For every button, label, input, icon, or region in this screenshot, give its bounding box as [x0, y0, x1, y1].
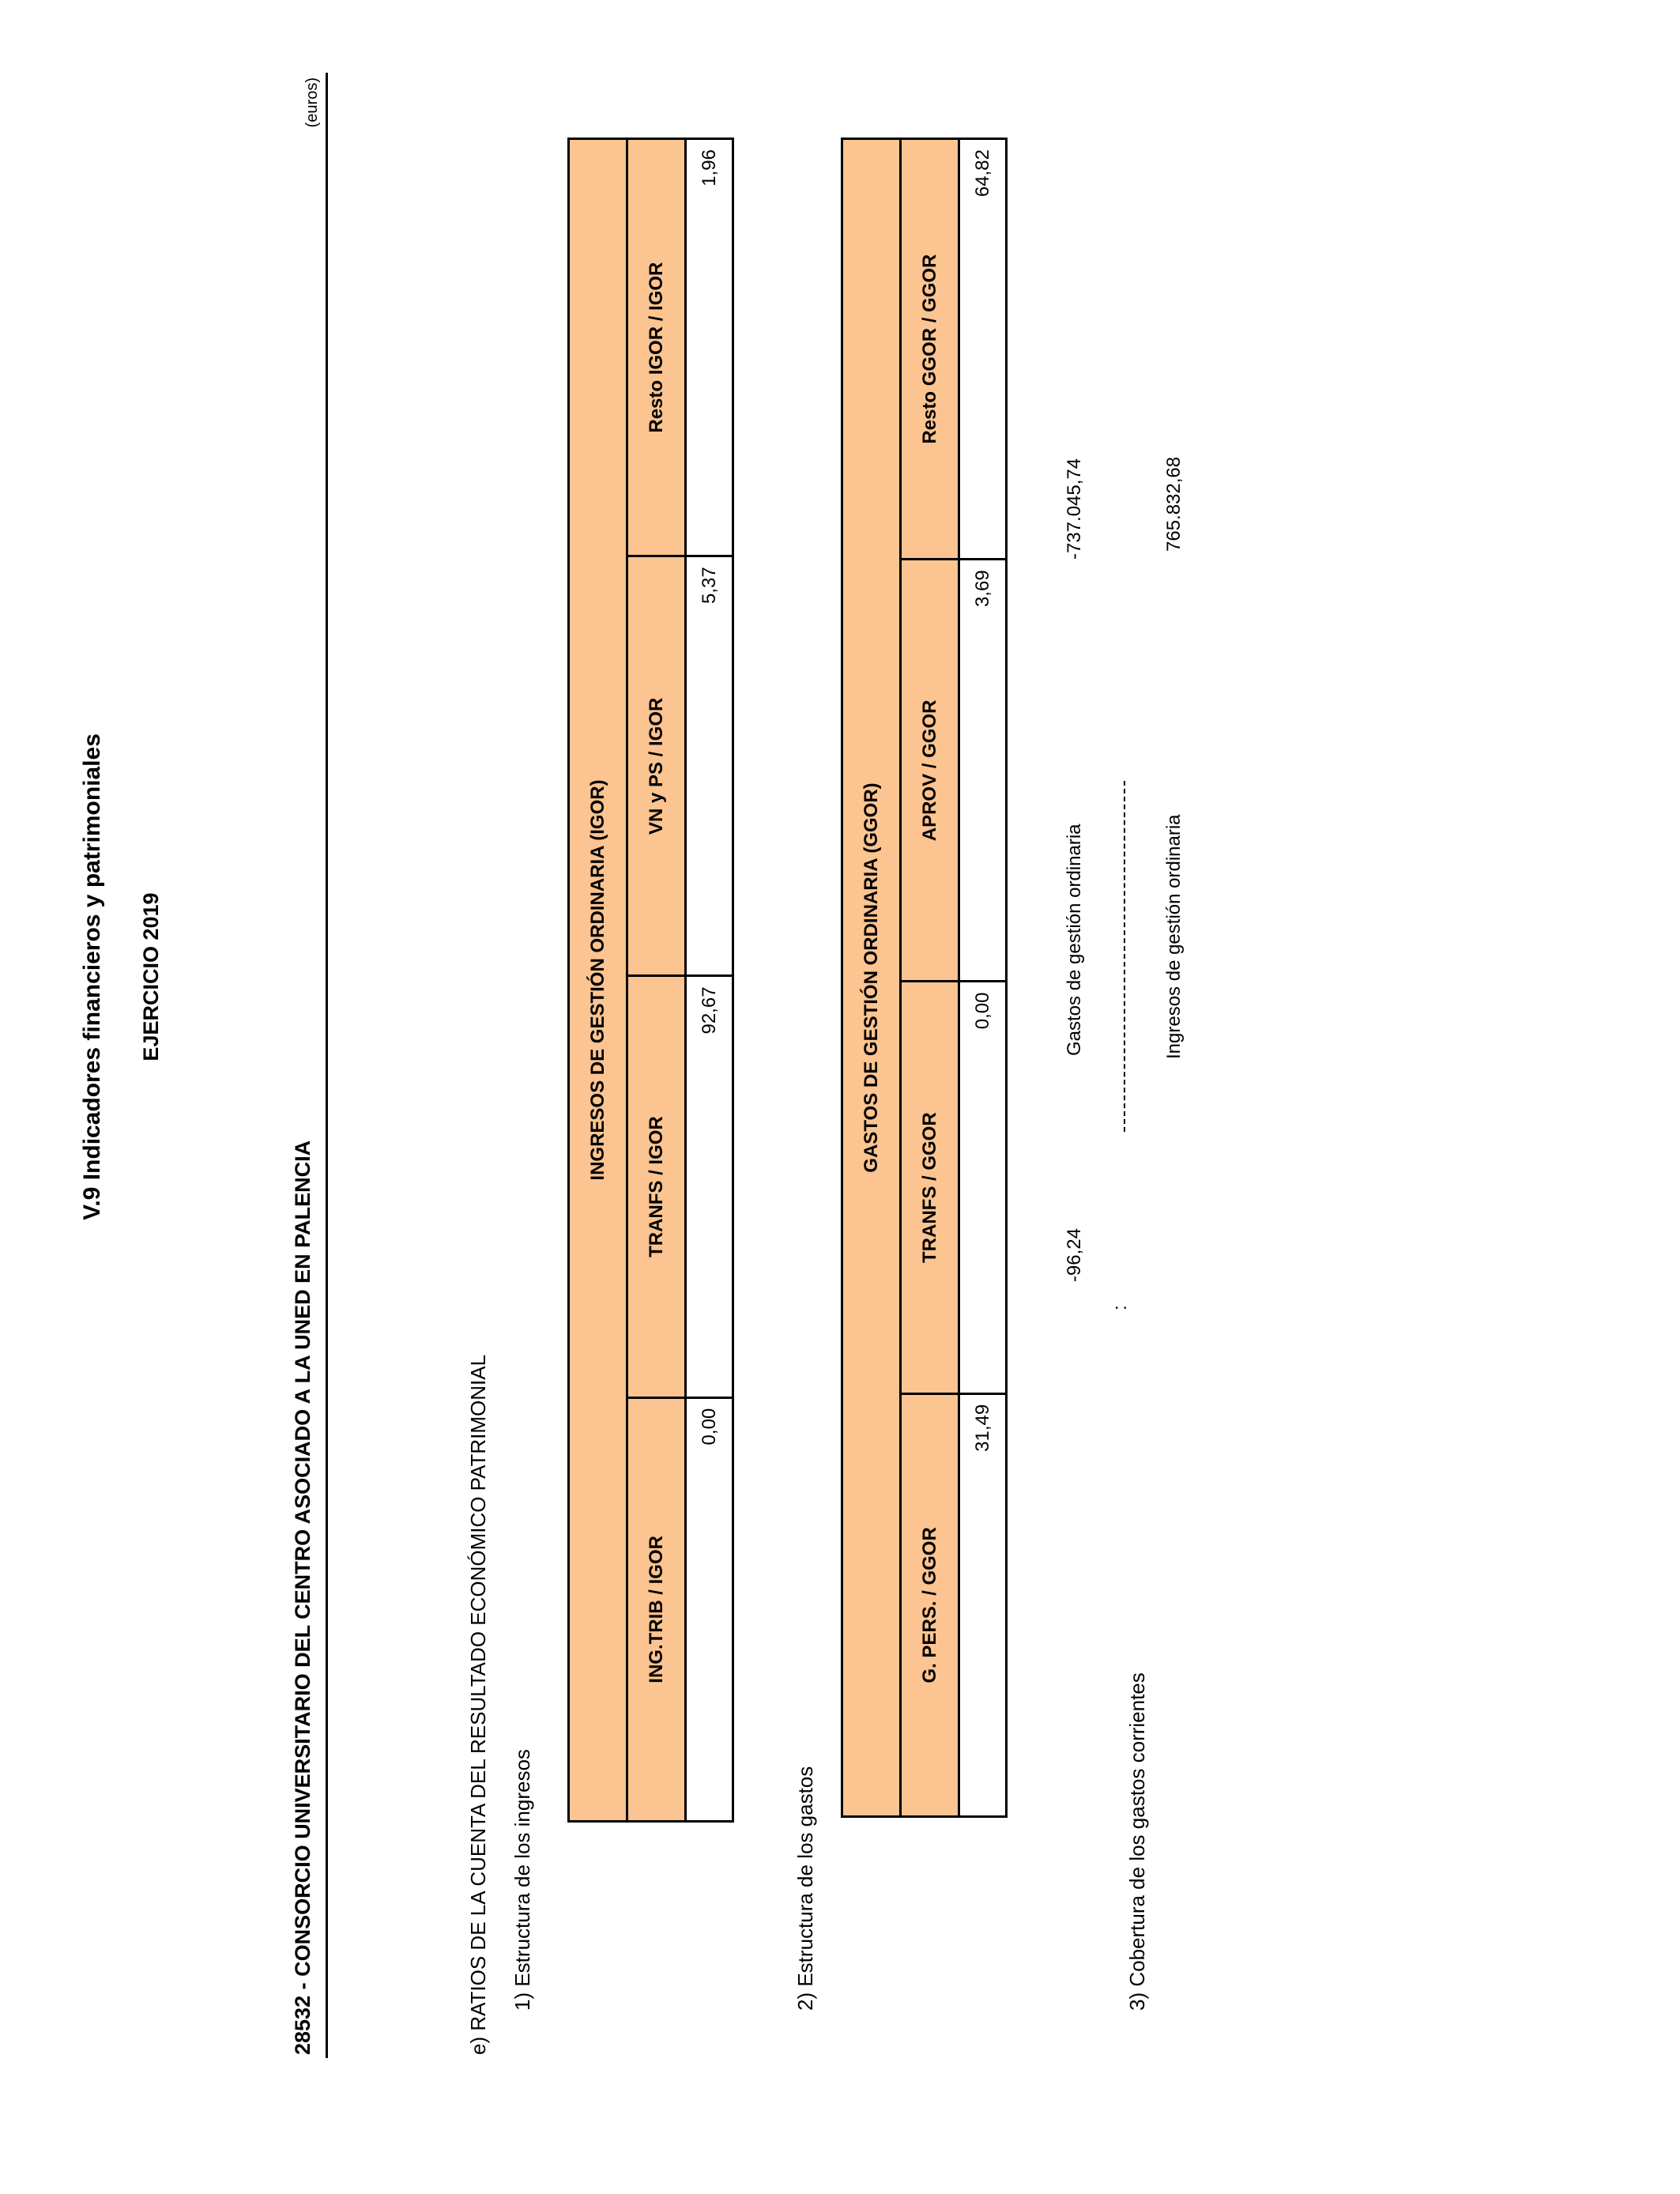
numerator-value: -737.045,74	[1064, 458, 1085, 560]
header-rule	[326, 73, 328, 2058]
cobertura-label: 3) Cobertura de los gastos corrientes	[1125, 1672, 1149, 2011]
ingresos-col-header: VN y PS / IGOR	[627, 556, 686, 976]
entity-name: 28532 - CONSORCIO UNIVERSITARIO DEL CENTRO ASOCIADO A LA UNED EN PALENCIA	[291, 1140, 315, 2055]
gastos-value: 31,49	[959, 1393, 1007, 1816]
gastos-value: 0,00	[959, 982, 1007, 1393]
ingresos-value: 0,00	[686, 1397, 733, 1821]
ingresos-group-header: INGRESOS DE GESTIÓN ORDINARIA (IGOR)	[569, 139, 627, 1822]
gastos-col-header: G. PERS. / GGOR	[901, 1393, 959, 1816]
ingresos-value: 92,67	[686, 976, 733, 1397]
ingresos-col-header: Resto IGOR / IGOR	[627, 139, 686, 556]
gastos-value: 3,69	[959, 560, 1007, 982]
ingresos-value: 5,37	[686, 556, 733, 976]
ingresos-label: 1) Estructura de los ingresos	[510, 1749, 534, 2011]
gastos-table	[841, 138, 1008, 1818]
gastos-value: 64,82	[959, 139, 1007, 560]
page-title: V.9 Indicadores financieros y patrimoniales	[79, 733, 105, 1220]
gastos-col-header: Resto GGOR / GGOR	[901, 139, 959, 560]
cobertura-colon: :	[1109, 1305, 1131, 1310]
denominator-value: 765.832,68	[1163, 456, 1185, 552]
gastos-col-header: TRANFS / GGOR	[901, 982, 959, 1393]
ingresos-col-header: TRANFS / IGOR	[627, 976, 686, 1397]
gastos-col-header: APROV / GGOR	[901, 560, 959, 982]
units-label: (euros)	[303, 77, 321, 128]
denominator-label: Ingresos de gestión ordinaria	[1163, 814, 1185, 1059]
numerator-label: Gastos de gestión ordinaria	[1064, 824, 1085, 1056]
ingresos-col-header: ING.TRIB / IGOR	[627, 1397, 686, 1821]
ingresos-value: 1,96	[686, 139, 733, 556]
gastos-group-header: GASTOS DE GESTIÓN ORDINARIA (GGOR)	[842, 139, 901, 1817]
gastos-label: 2) Estructura de los gastos	[793, 1766, 817, 2011]
exercise-year: EJERCICIO 2019	[139, 892, 163, 1061]
fraction-line	[1124, 781, 1125, 1132]
section-title: e) RATIOS DE LA CUENTA DEL RESULTADO ECONÓMICO PATRIMONIAL	[466, 1354, 490, 2055]
ingresos-table	[567, 138, 734, 1823]
cobertura-result: -96,24	[1064, 1228, 1085, 1283]
